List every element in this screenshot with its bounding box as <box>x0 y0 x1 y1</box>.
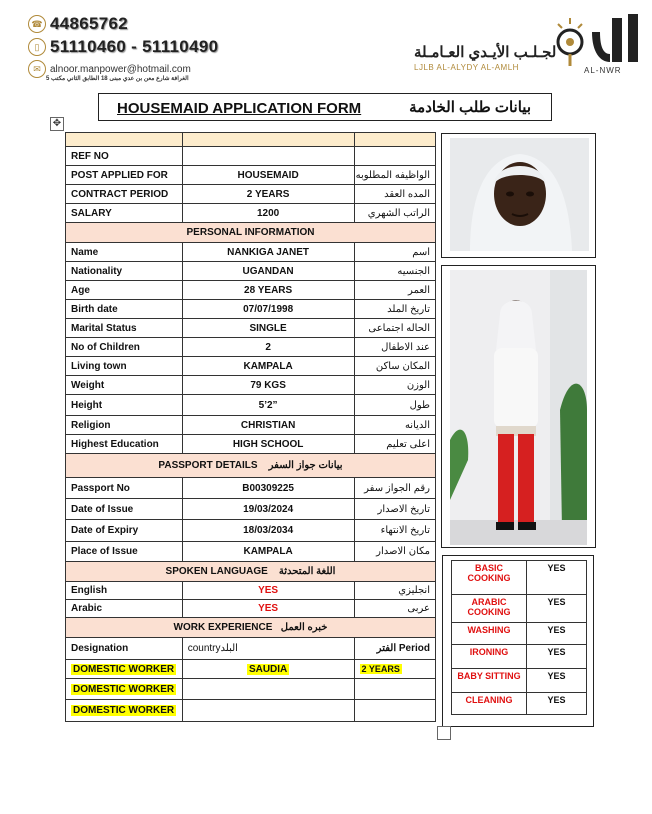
row-value[interactable]: 2 YEARS <box>182 185 354 204</box>
period-value[interactable] <box>354 700 436 722</box>
row-label: Religion <box>66 416 183 435</box>
skill-row <box>452 669 587 693</box>
period-value: 2 YEARS <box>361 664 400 674</box>
email-address: alnoor.manpower@hotmail.com <box>50 63 191 75</box>
row-value[interactable]: YES <box>182 582 354 600</box>
row-label-arabic: رقم الجواز سفر <box>354 478 436 499</box>
table-row <box>66 338 436 357</box>
row-label-arabic: عند الاطفال <box>354 338 436 357</box>
row-label: Highest Education <box>66 435 183 454</box>
phone-icon: ☎ <box>28 15 46 33</box>
section-title-arabic: بيانات جواز السفر <box>268 460 343 471</box>
skill-name: ARABIC COOKING <box>452 595 527 623</box>
section-header-personal <box>66 223 436 243</box>
column-header-period-ar: الفتر <box>376 643 397 654</box>
full-body-photo <box>450 270 587 545</box>
row-label: English <box>66 582 183 600</box>
row-value[interactable]: NANKIGA JANET <box>182 243 354 262</box>
section-header-language <box>66 562 436 582</box>
skill-value[interactable]: YES <box>527 693 587 715</box>
row-value[interactable]: 07/07/1998 <box>182 300 354 319</box>
row-label: REF NO <box>66 147 183 166</box>
office-address: الغرافة شارع معن بن عدي مبنى 18 الطابق الثاني مكتب 5 <box>46 76 189 82</box>
skill-row <box>452 595 587 623</box>
row-label-arabic: المكان ساكن <box>354 357 436 376</box>
skill-value[interactable]: YES <box>527 623 587 645</box>
skill-row <box>452 561 587 595</box>
table-resize-handle[interactable] <box>437 726 451 740</box>
column-header-country-ar: البلد <box>220 643 238 654</box>
row-label-arabic: الحاله اجتماعى <box>354 319 436 338</box>
phone-secondary-line <box>28 37 218 57</box>
table-row <box>66 679 436 700</box>
phone-main: 44865762 <box>50 14 129 33</box>
table-header-spacer <box>66 133 436 147</box>
skill-row <box>452 623 587 645</box>
period-value[interactable] <box>354 679 436 700</box>
country-cell <box>182 660 354 679</box>
row-value[interactable]: SINGLE <box>182 319 354 338</box>
country-value[interactable] <box>182 700 354 722</box>
phone-main-line <box>28 14 128 34</box>
form-title-english: HOUSEMAID APPLICATION FORM <box>117 100 362 117</box>
phone-secondary: 51110460 - 51110490 <box>50 37 219 56</box>
row-value[interactable] <box>182 147 354 166</box>
column-header-country <box>182 638 354 660</box>
experience-header-row <box>66 638 436 660</box>
country-value: SAUDIA <box>248 663 288 675</box>
logo-arabic-text: لجـلـب الأيـدي العـامـلة <box>414 44 557 61</box>
row-label-arabic: تاريخ الاصدار <box>354 499 436 520</box>
table-row <box>66 319 436 338</box>
row-label: Arabic <box>66 600 183 618</box>
row-label-arabic: تاريخ الملد <box>354 300 436 319</box>
designation-value: DOMESTIC WORKER <box>73 683 175 695</box>
table-row <box>66 478 436 499</box>
row-label-arabic: انجليزي <box>354 582 436 600</box>
section-title-arabic: خبره العمل <box>280 622 328 633</box>
skill-name: IRONING <box>452 645 527 669</box>
application-table <box>65 132 436 722</box>
row-label-arabic: مكان الاصدار <box>354 542 436 562</box>
skill-name: WASHING <box>452 623 527 645</box>
section-header-experience <box>66 618 436 638</box>
section-title <box>66 618 436 638</box>
row-label: Age <box>66 281 183 300</box>
row-value[interactable]: 28 YEARS <box>182 281 354 300</box>
row-value[interactable]: 19/03/2024 <box>182 499 354 520</box>
designation-cell <box>66 660 183 679</box>
row-label: Date of Expiry <box>66 520 183 542</box>
designation-cell <box>66 700 183 722</box>
column-header-country-en: country <box>187 643 221 654</box>
row-label-arabic: العمر <box>354 281 436 300</box>
skill-name: BASIC COOKING <box>452 561 527 595</box>
table-row <box>66 262 436 281</box>
row-label-arabic: اسم <box>354 243 436 262</box>
full-body-photo-frame <box>441 265 596 548</box>
section-title-arabic: اللغة المتحدثة <box>278 566 336 577</box>
table-row <box>66 435 436 454</box>
skill-value[interactable]: YES <box>527 669 587 693</box>
row-label-arabic: الوزن <box>354 376 436 395</box>
table-row <box>66 185 436 204</box>
row-value[interactable]: B00309225 <box>182 478 354 499</box>
table-row <box>66 542 436 562</box>
row-label: CONTRACT PERIOD <box>66 185 183 204</box>
table-row <box>66 660 436 679</box>
row-label-arabic: عربى <box>354 600 436 618</box>
row-label: Birth date <box>66 300 183 319</box>
row-label: Nationality <box>66 262 183 281</box>
skills-panel <box>442 555 594 727</box>
skills-table <box>451 560 587 715</box>
row-label: Height <box>66 395 183 416</box>
table-row <box>66 700 436 722</box>
row-value[interactable]: 1200 <box>182 204 354 223</box>
skill-row <box>452 693 587 715</box>
column-header-designation: Designation <box>66 638 183 660</box>
row-label-arabic: الراتب الشهري <box>354 204 436 223</box>
skill-value[interactable]: YES <box>527 595 587 623</box>
row-label: Date of Issue <box>66 499 183 520</box>
table-row <box>66 243 436 262</box>
table-row <box>66 416 436 435</box>
row-label: No of Children <box>66 338 183 357</box>
row-label-arabic: الديانه <box>354 416 436 435</box>
table-row <box>66 520 436 542</box>
column-header-period <box>354 638 436 660</box>
logo-brand-text: AL-NWR <box>584 66 622 75</box>
table-row <box>66 499 436 520</box>
row-label-arabic: طول <box>354 395 436 416</box>
table-row <box>66 582 436 600</box>
column-header-period-en: Period <box>398 643 430 654</box>
section-title <box>66 454 436 478</box>
section-title-english: SPOKEN LANGUAGE <box>165 566 268 577</box>
row-label-arabic: الجنسيه <box>354 262 436 281</box>
section-title-english: PASSPORT DETAILS <box>158 460 258 471</box>
row-label: Marital Status <box>66 319 183 338</box>
row-label: Place of Issue <box>66 542 183 562</box>
mail-icon: ✉ <box>28 60 46 78</box>
skill-name: CLEANING <box>452 693 527 715</box>
skill-value[interactable]: YES <box>527 645 587 669</box>
mobile-icon: ▯ <box>28 38 46 56</box>
table-row <box>66 600 436 618</box>
row-label: Name <box>66 243 183 262</box>
row-value[interactable]: UGANDAN <box>182 262 354 281</box>
row-value[interactable]: 2 <box>182 338 354 357</box>
row-value[interactable]: KAMPALA <box>182 357 354 376</box>
row-value[interactable]: CHRISTIAN <box>182 416 354 435</box>
designation-value: DOMESTIC WORKER <box>73 663 175 675</box>
section-header-passport <box>66 454 436 478</box>
section-title: PERSONAL INFORMATION <box>66 223 436 243</box>
form-title-box <box>98 93 552 121</box>
row-label: Weight <box>66 376 183 395</box>
row-value[interactable]: KAMPALA <box>182 542 354 562</box>
row-label-arabic: المده العقد <box>354 185 436 204</box>
row-value[interactable]: YES <box>182 600 354 618</box>
row-label: POST APPLIED FOR <box>66 166 183 185</box>
row-label-arabic <box>354 147 436 166</box>
designation-value: DOMESTIC WORKER <box>73 705 175 716</box>
skill-name: BABY SITTING <box>452 669 527 693</box>
row-label: SALARY <box>66 204 183 223</box>
table-row <box>66 300 436 319</box>
section-title-english: WORK EXPERIENCE <box>173 622 273 633</box>
portrait-photo-frame <box>441 133 596 258</box>
row-value[interactable]: HOUSEMAID <box>182 166 354 185</box>
section-title <box>66 562 436 582</box>
skill-value[interactable]: YES <box>527 561 587 595</box>
row-value[interactable]: HIGH SCHOOL <box>182 435 354 454</box>
row-label-arabic: الواظيفه المطلوبه <box>354 166 436 185</box>
row-value[interactable]: 5’2” <box>182 395 354 416</box>
portrait-photo <box>450 138 589 251</box>
row-value[interactable]: 18/03/2034 <box>182 520 354 542</box>
table-row <box>66 147 436 166</box>
country-value[interactable] <box>182 679 354 700</box>
logo-english-text: LJLB AL-ALYDY AL-AMLH <box>414 63 519 72</box>
period-cell <box>354 660 436 679</box>
table-row <box>66 204 436 223</box>
form-title-arabic: بيانات طلب الخادمة <box>409 99 531 116</box>
table-row <box>66 376 436 395</box>
designation-cell <box>66 679 183 700</box>
table-move-handle-icon[interactable]: ✥ <box>50 117 64 131</box>
row-label: Passport No <box>66 478 183 499</box>
table-row <box>66 281 436 300</box>
row-label-arabic: تاريخ الانتهاء <box>354 520 436 542</box>
table-row <box>66 357 436 376</box>
skill-row <box>452 645 587 669</box>
row-label: Living town <box>66 357 183 376</box>
row-label-arabic: اعلى تعليم <box>354 435 436 454</box>
table-row <box>66 395 436 416</box>
row-value[interactable]: 79 KGS <box>182 376 354 395</box>
table-row <box>66 166 436 185</box>
